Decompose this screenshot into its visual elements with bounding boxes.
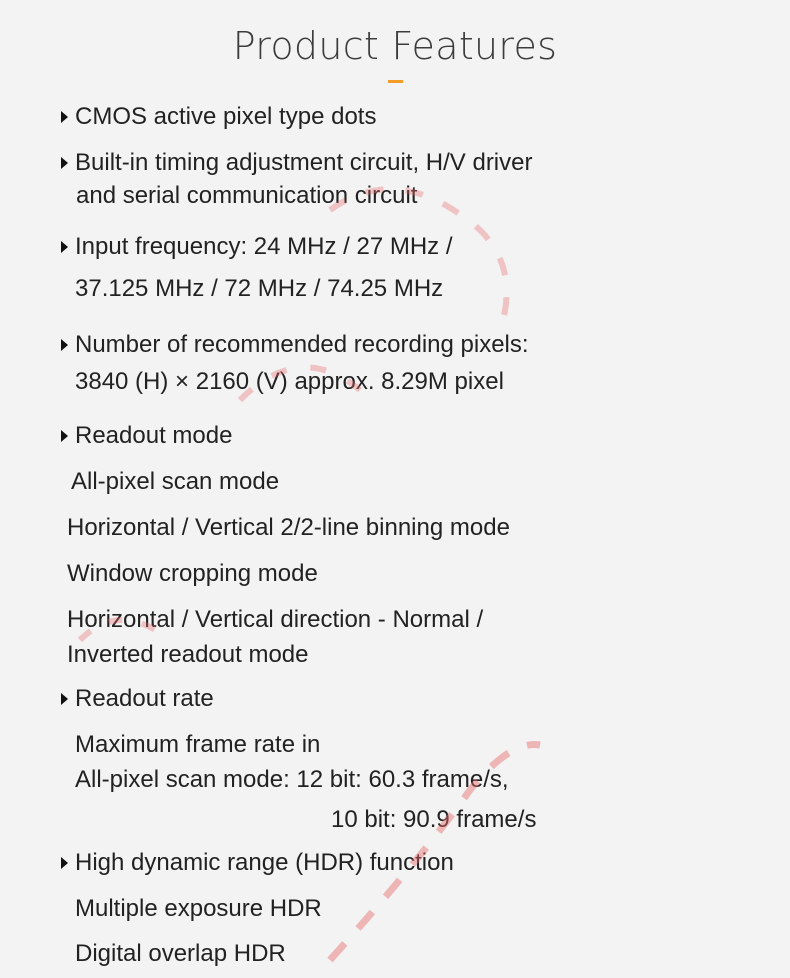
feature-heading: Readout mode: [75, 422, 233, 449]
feature-heading: Input frequency: 24 MHz / 27 MHz /: [75, 233, 453, 260]
feature-heading: Readout rate: [75, 685, 214, 712]
bullet-arrow-icon: [61, 693, 68, 705]
bullet-arrow-icon: [61, 339, 68, 351]
bullet-arrow-icon: [61, 241, 68, 253]
feature-line: Inverted readout mode: [67, 641, 309, 668]
feature-line: Multiple exposure HDR: [75, 895, 322, 922]
bullet-arrow-icon: [61, 430, 68, 442]
feature-heading: High dynamic range (HDR) function: [75, 849, 454, 876]
feature-heading: Number of recommended recording pixels:: [75, 331, 529, 358]
bullet-arrow-icon: [61, 157, 68, 169]
bullet-arrow-icon: [61, 857, 68, 869]
title-accent-bar: [388, 80, 403, 83]
feature-line: All-pixel scan mode: 12 bit: 60.3 frame/s,: [75, 766, 509, 793]
feature-line: and serial communication circuit: [76, 182, 418, 209]
feature-heading: Built-in timing adjustment circuit, H/V driver: [75, 149, 533, 176]
feature-line: Horizontal / Vertical direction - Normal /: [67, 606, 484, 633]
bullet-arrow-icon: [61, 111, 68, 123]
feature-heading: CMOS active pixel type dots: [75, 103, 377, 130]
feature-line: Digital overlap HDR: [75, 940, 286, 967]
feature-line: Maximum frame rate in: [75, 731, 321, 758]
feature-line: All-pixel scan mode: [71, 468, 280, 495]
feature-line: Horizontal / Vertical 2/2-line binning mode: [67, 514, 510, 541]
feature-line: Window cropping mode: [67, 560, 318, 587]
feature-line: 3840 (H) × 2160 (V) approx. 8.29M pixel: [75, 368, 504, 395]
feature-line: 10 bit: 90.9 frame/s: [331, 806, 537, 833]
feature-line: 37.125 MHz / 72 MHz / 74.25 MHz: [75, 275, 444, 302]
page-title: Product Features: [232, 24, 558, 68]
